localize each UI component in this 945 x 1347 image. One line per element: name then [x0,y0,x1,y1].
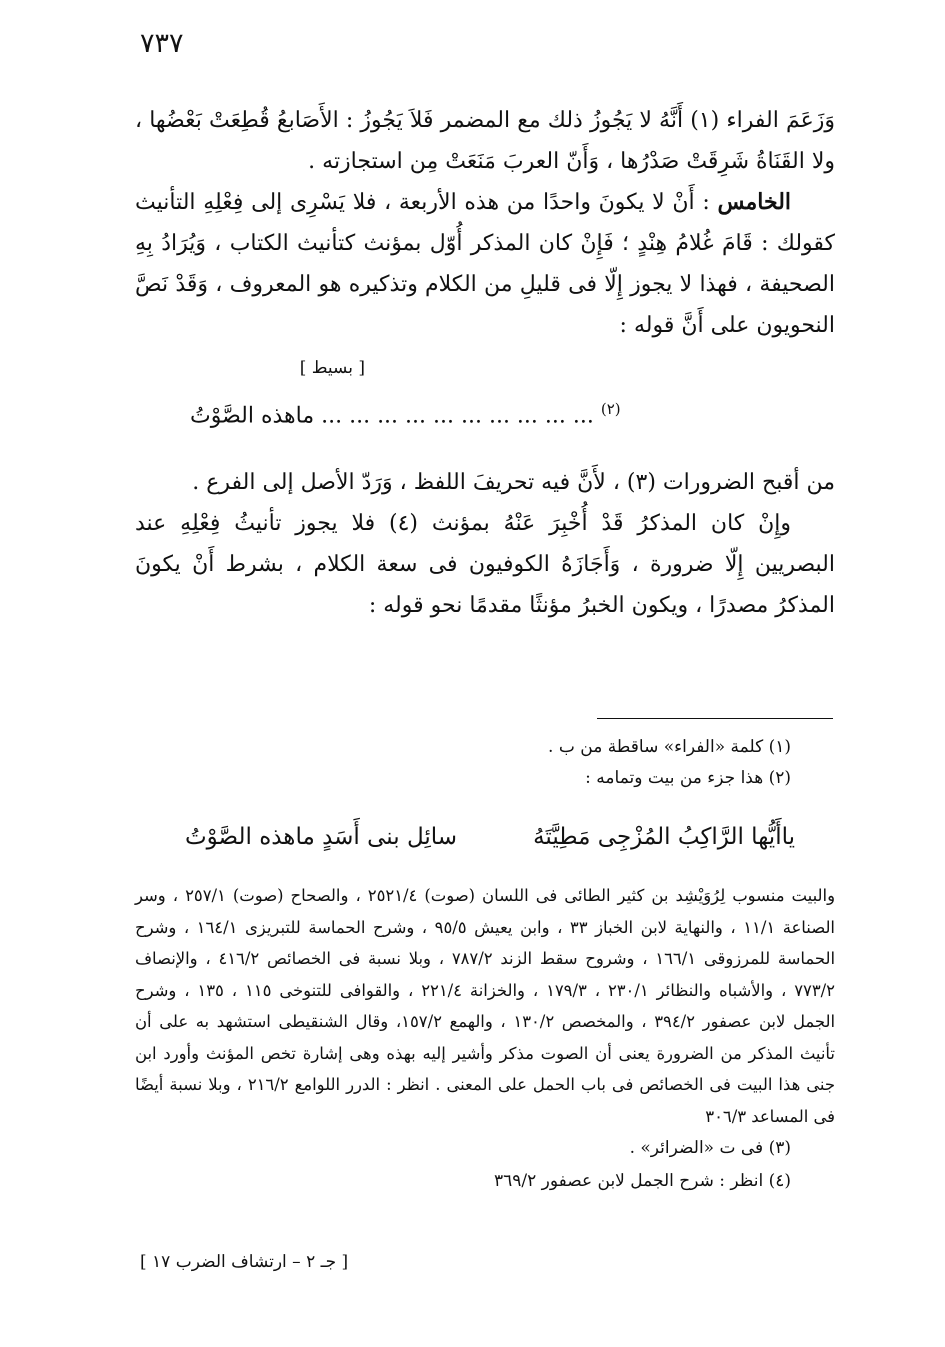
paragraph-2 [135,182,835,346]
footnote-3: (٣) فى ت «الضرائر» . [629,1138,791,1158]
footnote-4: (٤) انظر : شرح الجمل لابن عصفور ٣٦٩/٢ [493,1171,791,1191]
meter-label: [ بسيط ] [299,358,365,378]
couplet-second-hemistich: سائِل بنى أَسَدٍ ماهذه الصَّوْتُ [185,824,458,850]
paragraph-3: من أقبح الضرورات (٣) ، لأَنَّ فيه تحريفَ اللفظ ، وَرَدّ الأصل إلى الفرع . [192,470,835,496]
footnote-1: (١) كلمة «الفراء» ساقطة من ب . [548,737,791,757]
main-text [135,100,835,626]
verse-fragment [135,400,835,428]
paragraph-1: وَزَعَمَ الفراء (١) أَنَّهُ لا يَجُوزُ ذلك مع المضمر فَلاَ يَجُوزُ : الأَصَابعُ قُطِعَتْ بَعْضُها ، ولا القَنَاةُ شَرِقَتْ صَدْرُها ، وَأَنّ العربَ مَنَعَتْ مِن استجازته . [135,108,835,174]
footnotes [135,732,835,1198]
footnote-separator [597,718,833,719]
verse-fragment-text: ... ... ... ... ... ... ... ... ... ... ماهذه الصَّوْتُ [190,403,594,429]
paragraph-2-heading: الخامس [717,189,792,215]
footnote-2-body: والبيت منسوب لِرُوَيْشِد بن كثير الطائى فى اللسان (صوت) ٢٥٢١/٤ ، والصحاح (صوت) ٢٥٧/١ ، وسر الصناعة ١١/١ ، والنهاية لابن الخباز ٣٣ ، وابن يعيش ٩٥/٥ ، وشرح الحماسة للتبريزى ١٦٤/١ ، وشرح الحماسة للمرزوقى ١٦٦/١ ، وشروح سقط الزند ٧٨٧/٢ ، وبلا نسبة فى الخصائص ٤١٦/٢ ، والإنصاف ٧٧٣/٢ ، والأشباه والنظائر ٢٣٠/١ ، ١٧٩/٣ ، والخزانة ٢٢١/٤ ، والقوافى للتنوخى ١١٥ ، ١٣٥ ، وشرح الجمل لابن عصفور ٣٩٤/٢ ، والمخصص ١٣٠/٢ ، والهمع ١٥٧/٢، وقال الشنقيطى استشهد به على أن تأنيث المذكر من الضرورة يعنى أن الصوت مذكر وأشير إليه بهذه وهى إشارة تخص المؤنث وأورد ابن جنى هذا البيت فى الخصائص فى باب الحمل على المعنى . انظر : الدرر اللوامع ٢١٦/٢ ، وبلا نسبة أيضًا فى المساعد ٣٠٦/٣ [135,886,836,1126]
verse-footnote-marker: (٢) [600,400,621,418]
couplet-first-hemistich: ياأَيُّها الرَّاكِبُ المُزْجِى مَطِيَّتَهُ [533,824,795,850]
paragraph-4: وإِنْ كان المذكرُ قَدْ أُخْبِرَ عَنْهُ بمؤنث (٤) فلا يجوز تأنيثُ فِعْلِهِ عند البصريين إِلّا ضرورة ، وَأَجَازَهُ الكوفيون فى سعة الكلام ، بشرط أَنْ يكونَ المذكرُ مصدرًا ، ويكون الخبرُ مؤنثًا مقدمًا نحو قوله : [135,511,835,619]
poem-couplet [135,824,835,850]
footnote-2: (٢) هذا جزء من بيت وتمامه : [585,768,791,788]
signature-mark: [ جـ ٢ – ارتشاف الضرب ١٧ ] [140,1252,349,1272]
page-number: ٧٣٧ [140,28,184,59]
paragraph-2-text: : أَنْ لا يكونَ واحدًا من هذه الأربعة ، فلا يَسْرِى إلى فِعْلِهِ التأنيث كقولك : قَامَ غُلامُ هِنْدٍ ؛ فَإِنْ كان المذكر أُوّل بمؤنث كتأنيث الكتاب ، وَيُرَادُ بِهِ الصحيفة ، فهذا لا يجوز إِلّا فى قليلِ من الكلام وتذكيره هو المعروف ، وَقَدْ نَصَّ النحويون على أَنَّ قوله : [135,190,835,338]
